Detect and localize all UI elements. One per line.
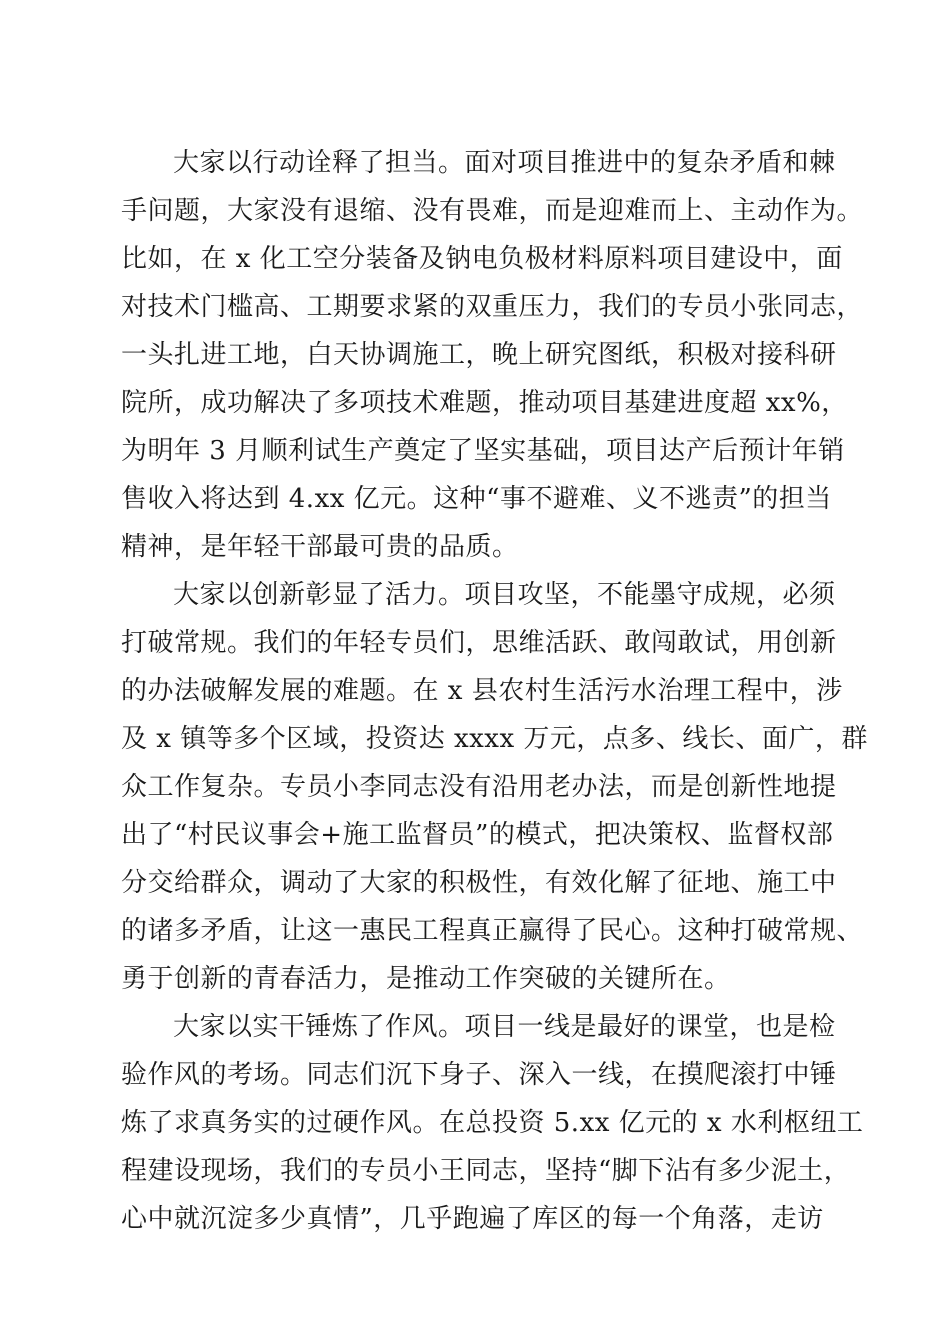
text-line: 打破常规。我们的年轻专员们，思维活跃、敢闯敢试，用创新 <box>121 628 837 658</box>
text-line: 心中就沉淀多少真情”，几乎跑遍了库区的每一个角落，走访 <box>121 1204 824 1234</box>
text-line: 大家以行动诠释了担当。面对项目推进中的复杂矛盾和棘 <box>173 148 836 178</box>
text-line: 程建设现场，我们的专员小王同志，坚持“脚下沾有多少泥土， <box>121 1156 851 1186</box>
text-line: 院所，成功解决了多项技术难题，推动项目基建进度超 xx%， <box>121 388 848 418</box>
text-line: 的办法破解发展的难题。在 x 县农村生活污水治理工程中，涉 <box>121 676 843 706</box>
text-line: 为明年 3 月顺利试生产奠定了坚实基础，项目达产后预计年销 <box>121 436 845 466</box>
text-line: 比如，在 x 化工空分装备及钠电负极材料原料项目建设中，面 <box>121 244 843 274</box>
text-line: 大家以创新彰显了活力。项目攻坚，不能墨守成规，必须 <box>173 580 836 610</box>
text-line: 售收入将达到 4.xx 亿元。这种“事不避难、义不逃责”的担当 <box>121 484 832 514</box>
text-line: 验作风的考场。同志们沉下身子、深入一线，在摸爬滚打中锤 <box>121 1060 837 1090</box>
text-line: 出了“村民议事会+施工监督员”的模式，把决策权、监督权部 <box>121 820 834 850</box>
text-line: 的诸多矛盾，让这一惠民工程真正赢得了民心。这种打破常规、 <box>121 916 864 946</box>
text-line: 众工作复杂。专员小李同志没有沿用老办法，而是创新性地提 <box>121 772 837 802</box>
text-line: 一头扎进工地，白天协调施工，晚上研究图纸，积极对接科研 <box>121 340 837 370</box>
text-line: 分交给群众，调动了大家的积极性，有效化解了征地、施工中 <box>121 868 837 898</box>
text-line: 及 x 镇等多个区域，投资达 xxxx 万元，点多、线长、面广，群 <box>121 724 868 754</box>
text-line: 炼了求真务实的过硬作风。在总投资 5.xx 亿元的 x 水利枢纽工 <box>121 1108 864 1138</box>
text-line: 对技术门槛高、工期要求紧的双重压力，我们的专员小张同志， <box>121 292 864 322</box>
text-line: 大家以实干锤炼了作风。项目一线是最好的课堂，也是检 <box>173 1012 836 1042</box>
text-line: 手问题，大家没有退缩、没有畏难，而是迎难而上、主动作为。 <box>121 196 864 226</box>
text-line: 精神，是年轻干部最可贵的品质。 <box>121 532 519 562</box>
text-line: 勇于创新的青春活力，是推动工作突破的关键所在。 <box>121 964 731 994</box>
